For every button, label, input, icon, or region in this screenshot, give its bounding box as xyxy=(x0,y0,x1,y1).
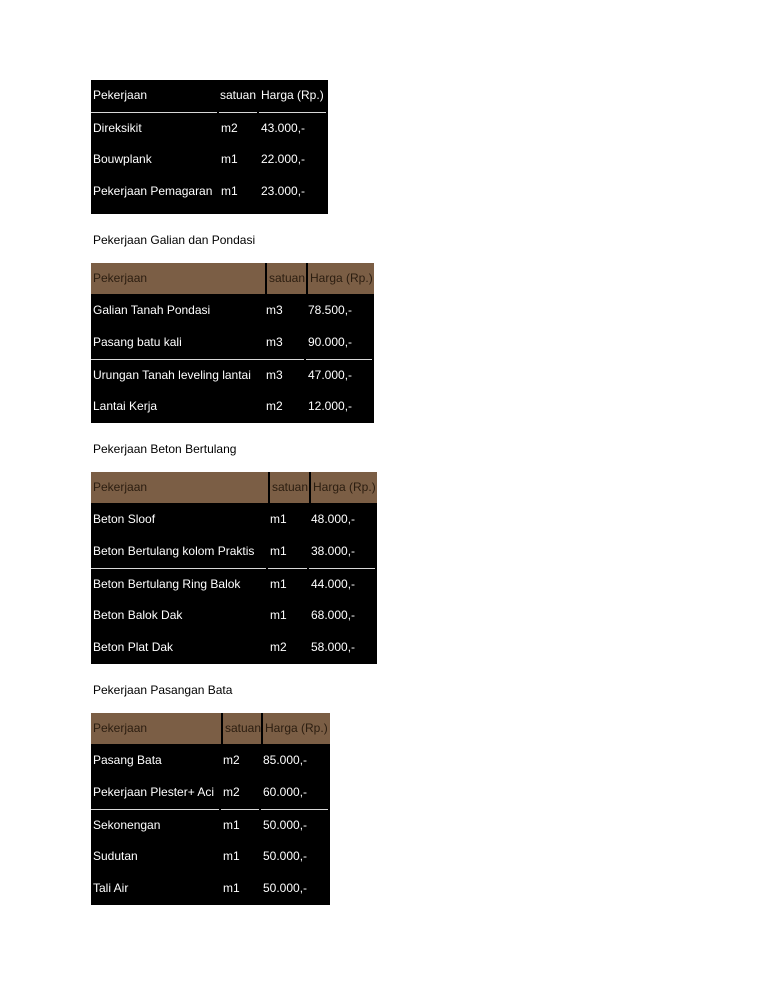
cell-harga: 12.000,- xyxy=(308,399,353,413)
cell-harga: 47.000,- xyxy=(306,359,372,391)
cell-pekerjaan: Sekonengan xyxy=(91,809,219,841)
cell-satuan: m1 xyxy=(270,512,287,526)
header-satuan: satuan xyxy=(268,472,309,504)
cell-pekerjaan: Lantai Kerja xyxy=(93,399,158,413)
cell-pekerjaan: Pasang Bata xyxy=(93,753,162,767)
cell-pekerjaan: Urungan Tanah leveling lantai xyxy=(91,359,265,391)
cell-satuan: m2 xyxy=(223,753,240,767)
header-harga: Harga (Rp.) xyxy=(306,263,374,295)
cell-pekerjaan: Sudutan xyxy=(93,849,138,863)
cell-pekerjaan: Direksikit xyxy=(91,112,217,144)
cell-harga: 90.000,- xyxy=(308,335,353,349)
table-row xyxy=(91,327,374,359)
cell-pekerjaan: Pekerjaan Plester+ Aci xyxy=(93,785,215,799)
cell-pekerjaan: Pasang batu kali xyxy=(93,335,182,349)
table-header-row xyxy=(91,263,374,295)
header-pekerjaan: Pekerjaan xyxy=(91,263,265,295)
cell-harga: 58.000,- xyxy=(311,640,356,654)
table-row xyxy=(91,600,377,632)
cell-harga: 50.000,- xyxy=(263,881,308,895)
cell-satuan: m2 xyxy=(223,785,240,799)
cell-satuan: m2 xyxy=(266,399,283,413)
cell-pekerjaan: Beton Balok Dak xyxy=(93,608,183,622)
cell-satuan: m1 xyxy=(223,849,240,863)
header-satuan: satuan xyxy=(220,88,257,102)
table-bata xyxy=(91,713,330,905)
header-harga: Harga (Rp.) xyxy=(261,713,330,745)
table-row xyxy=(91,359,374,391)
cell-pekerjaan: Galian Tanah Pondasi xyxy=(93,303,211,317)
table-beton xyxy=(91,472,377,664)
table-row xyxy=(91,809,330,841)
table-row xyxy=(91,176,328,208)
header-pekerjaan: Pekerjaan xyxy=(91,472,268,504)
cell-pekerjaan: Beton Bertulang Ring Balok xyxy=(91,568,266,600)
cell-satuan: m3 xyxy=(265,359,304,391)
header-satuan: satuan xyxy=(221,713,261,745)
table-header-row xyxy=(91,80,328,112)
cell-harga: 50.000,- xyxy=(263,849,308,863)
section-title-galian: Pekerjaan Galian dan Pondasi xyxy=(93,233,256,247)
table-row xyxy=(91,873,330,905)
table-header-row xyxy=(91,472,377,504)
cell-satuan: m1 xyxy=(223,881,240,895)
cell-harga: 22.000,- xyxy=(261,152,306,166)
table-header-row xyxy=(91,713,330,745)
table-row xyxy=(91,632,377,664)
header-harga: Harga (Rp.) xyxy=(309,472,377,504)
cell-satuan: m1 xyxy=(221,184,238,198)
table-row xyxy=(91,568,377,600)
cell-satuan: m2 xyxy=(219,112,257,144)
table-row xyxy=(91,391,374,423)
cell-satuan: m3 xyxy=(266,303,283,317)
cell-satuan: m1 xyxy=(221,152,238,166)
cell-satuan: m1 xyxy=(221,809,259,841)
cell-satuan: m1 xyxy=(270,608,287,622)
table-row xyxy=(91,745,330,777)
cell-pekerjaan: Beton Bertulang kolom Praktis xyxy=(93,544,255,558)
cell-pekerjaan: Beton Plat Dak xyxy=(93,640,174,654)
table-row xyxy=(91,144,328,176)
cell-harga: 68.000,- xyxy=(311,608,356,622)
cell-pekerjaan: Bouwplank xyxy=(93,152,152,166)
cell-pekerjaan: Pekerjaan Pemagaran xyxy=(93,184,213,198)
cell-satuan: m1 xyxy=(268,568,307,600)
cell-harga: 85.000,- xyxy=(263,753,308,767)
cell-harga: 43.000,- xyxy=(259,112,326,144)
cell-pekerjaan: Tali Air xyxy=(93,881,129,895)
cell-harga: 48.000,- xyxy=(311,512,356,526)
table-row xyxy=(91,777,330,809)
cell-pekerjaan: Beton Sloof xyxy=(93,512,156,526)
table-row xyxy=(91,112,328,144)
cell-harga: 38.000,- xyxy=(311,544,356,558)
cell-satuan: m1 xyxy=(270,544,287,558)
cell-satuan: m3 xyxy=(266,335,283,349)
cell-satuan: m2 xyxy=(270,640,287,654)
table-row xyxy=(91,841,330,873)
table-persiapan xyxy=(91,80,328,214)
cell-harga: 23.000,- xyxy=(261,184,306,198)
section-title-beton: Pekerjaan Beton Bertulang xyxy=(93,442,237,456)
header-pekerjaan: Pekerjaan xyxy=(91,713,221,745)
section-title-bata: Pekerjaan Pasangan Bata xyxy=(93,683,233,697)
table-row xyxy=(91,295,374,327)
cell-harga: 78.500,- xyxy=(308,303,353,317)
table-galian xyxy=(91,263,374,423)
table-row xyxy=(91,536,377,568)
cell-harga: 50.000,- xyxy=(261,809,328,841)
table-row xyxy=(91,504,377,536)
cell-harga: 44.000,- xyxy=(309,568,375,600)
cell-harga: 60.000,- xyxy=(263,785,308,799)
header-harga: Harga (Rp.) xyxy=(261,88,324,102)
header-pekerjaan: Pekerjaan xyxy=(93,88,148,102)
header-satuan: satuan xyxy=(265,263,306,295)
